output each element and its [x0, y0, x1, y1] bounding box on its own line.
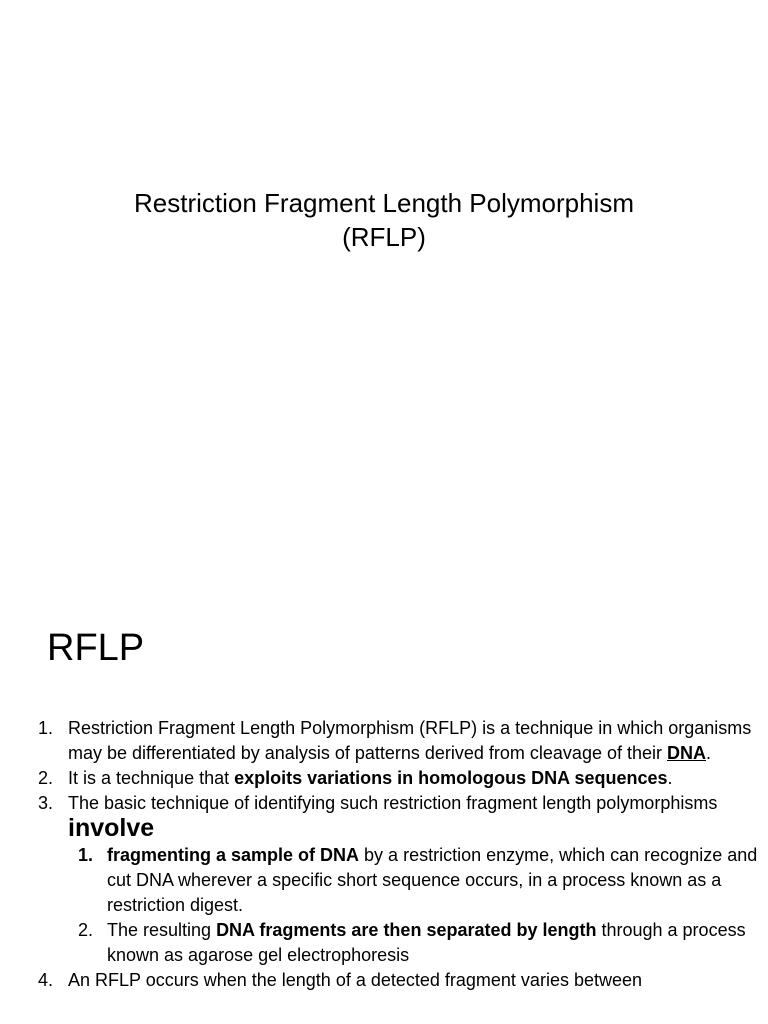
list-number: 4.	[38, 970, 54, 990]
list-number: 2.	[38, 768, 54, 788]
list-number: 3.	[38, 793, 54, 813]
dna-link[interactable]: DNA	[667, 743, 706, 763]
sub-list-bold-text: fragmenting a sample of DNA	[107, 845, 360, 865]
sub-list-bold-text: DNA fragments are then separated by length	[216, 920, 597, 940]
slide-1-title-line-1: Restriction Fragment Length Polymorphism	[134, 188, 634, 218]
list-item	[0, 716, 768, 766]
sub-list-number: 2.	[78, 920, 94, 940]
list-text: The basic technique of identifying such restriction fragment length polymorphisms	[68, 793, 718, 813]
list-item	[0, 968, 768, 993]
list-bold-text: exploits variations in homologous DNA sequences	[234, 768, 668, 788]
sub-list-text: by a restriction enzyme, which can recognize and cut DNA wherever a specific short sequence occurs, in a process known as a restriction digest.	[107, 845, 758, 915]
list-text: Restriction Fragment Length Polymorphism (RFLP) is a technique in which organisms may be differentiated by analysis of patterns derived from cleavage of their	[68, 718, 752, 763]
sub-list-text: The resulting	[107, 920, 217, 940]
sub-list-item	[0, 843, 768, 918]
sub-list-item	[0, 918, 768, 968]
main-list	[0, 716, 768, 993]
slide-2-title: RFLP	[47, 627, 145, 669]
sub-list-text: through a process known as agarose gel electrophoresis	[107, 920, 746, 965]
slide-1-title	[0, 186, 768, 254]
list-text: .	[667, 768, 673, 788]
list-text: An RFLP occurs when the length of a detected fragment varies between	[68, 970, 643, 990]
list-number: 1.	[38, 718, 54, 738]
slide-2	[0, 576, 768, 1024]
slide-1-title-line-2: (RFLP)	[342, 222, 426, 252]
list-text: It is a technique that	[68, 768, 235, 788]
list-item	[0, 791, 768, 843]
list-text: .	[706, 743, 712, 763]
sub-list-number: 1.	[78, 845, 94, 865]
list-emphasis-text: involve	[68, 814, 155, 842]
list-item	[0, 766, 768, 791]
